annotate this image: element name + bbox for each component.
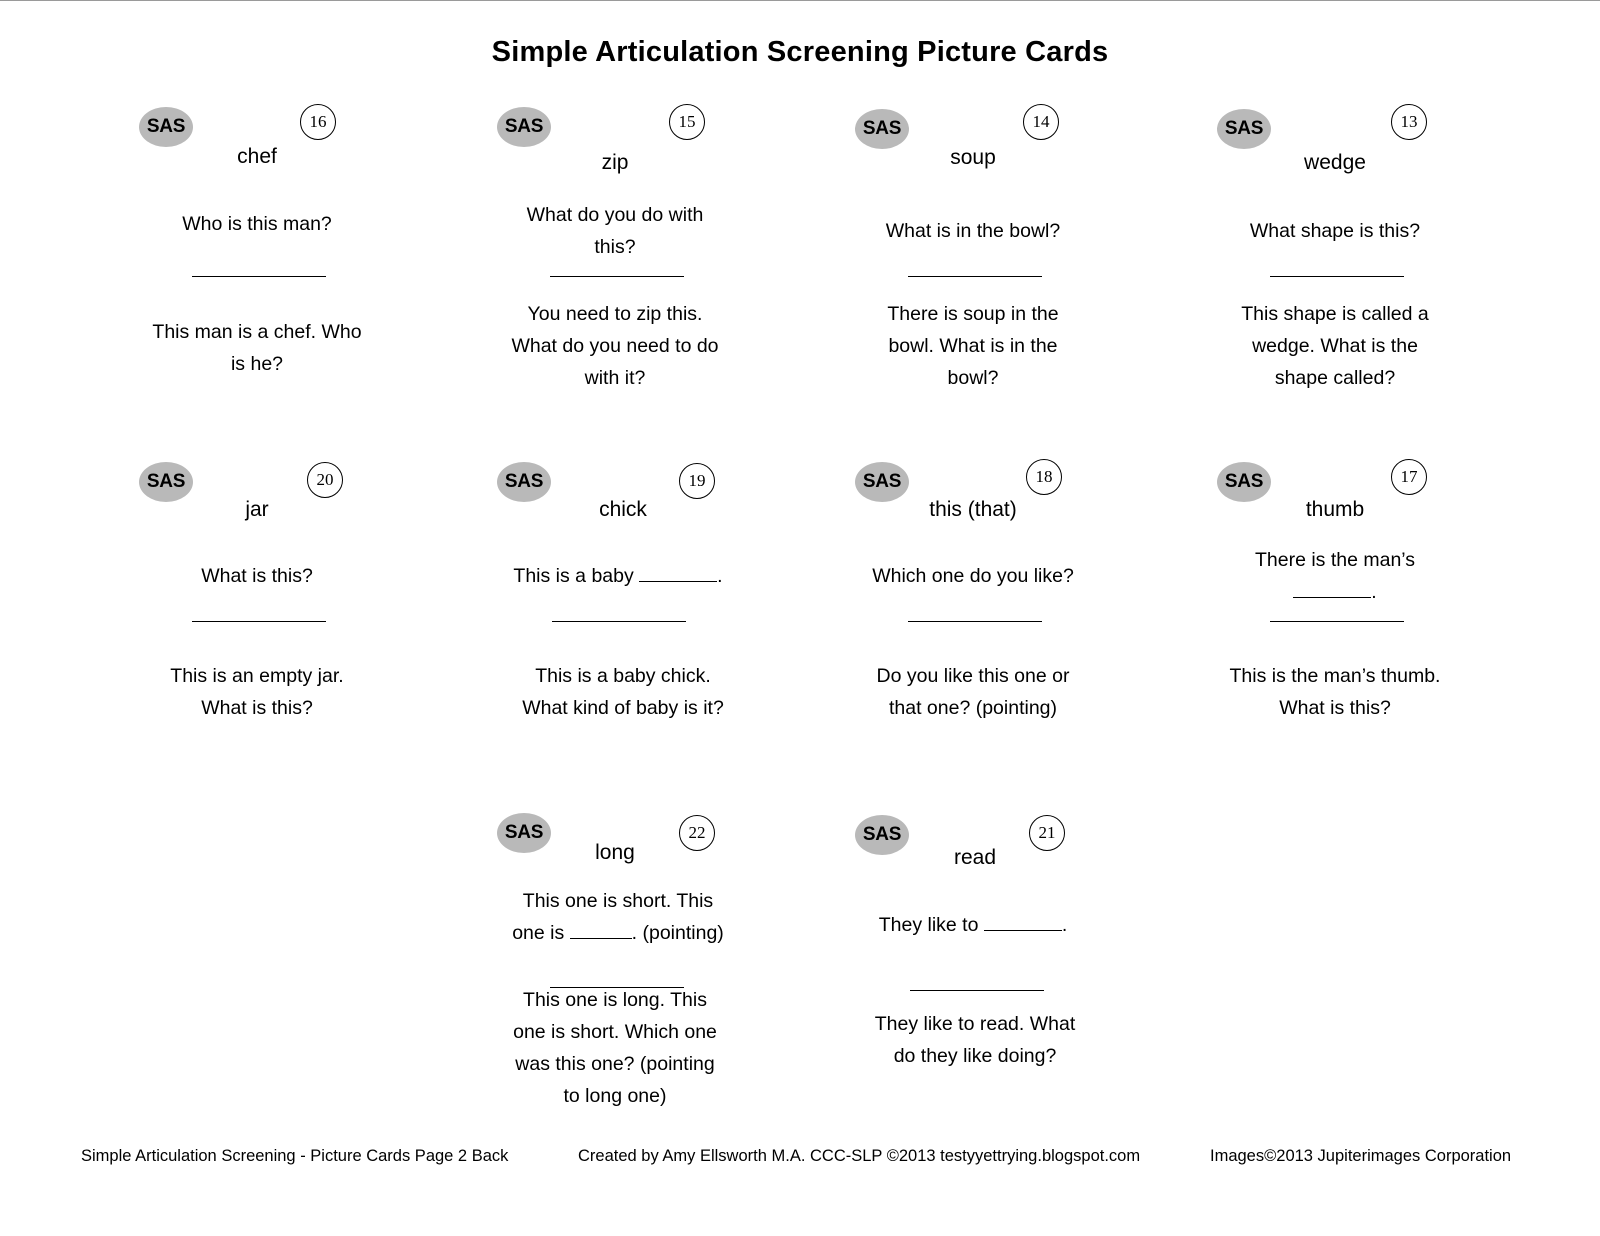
model-sentence	[490, 298, 740, 394]
prompt-text: They like to	[878, 914, 984, 936]
answer-line	[550, 276, 684, 277]
prompt-text: .	[1061, 914, 1068, 936]
card-number: 17	[1391, 459, 1427, 495]
model-line: shape called?	[1274, 367, 1396, 389]
card-number: 16	[300, 104, 336, 140]
sas-badge: SAS	[855, 462, 909, 502]
picture-card-chef	[132, 107, 432, 437]
sas-badge: SAS	[497, 462, 551, 502]
prompt-question	[493, 560, 743, 592]
model-line: wedge. What is the	[1252, 335, 1418, 357]
target-word: jar	[245, 498, 269, 521]
picture-card-chick	[490, 462, 790, 792]
model-line: What do you need to do	[511, 335, 719, 357]
prompt-question	[490, 199, 740, 263]
fill-in-blank	[639, 565, 717, 582]
model-line: This one is long. This	[523, 989, 707, 1011]
prompt-question	[848, 560, 1098, 592]
target-word: chick	[599, 498, 647, 521]
card-number: 19	[679, 463, 715, 499]
model-line: to long one)	[563, 1085, 667, 1107]
model-sentence	[132, 316, 382, 380]
picture-card-this-that	[848, 462, 1148, 792]
model-line: one is short. Which one	[513, 1021, 717, 1043]
picture-card-long	[490, 813, 790, 1143]
sas-badge: SAS	[139, 107, 193, 147]
model-line: that one? (pointing)	[888, 697, 1058, 719]
picture-card-zip	[490, 107, 790, 437]
prompt-text: . (pointing)	[631, 922, 724, 944]
model-sentence	[490, 984, 740, 1112]
target-word: soup	[950, 146, 996, 169]
prompt-line: What do you do with	[526, 204, 704, 226]
answer-line	[552, 621, 686, 622]
target-word: thumb	[1305, 498, 1365, 521]
footer-center: Created by Amy Ellsworth M.A. CCC-SLP ©2013 testyyettrying.blogspot.com	[578, 1147, 1141, 1165]
prompt-question	[848, 909, 1098, 941]
target-word: read	[953, 846, 997, 869]
prompt-text: .	[717, 565, 723, 587]
prompt-text: one is	[512, 922, 570, 944]
prompt-line: What is in the bowl?	[885, 220, 1061, 242]
fill-in-blank	[570, 922, 632, 939]
footer-right: Images©2013 Jupiterimages Corporation	[1210, 1147, 1512, 1165]
sas-badge: SAS	[855, 815, 909, 855]
model-line: do they like doing?	[893, 1045, 1057, 1067]
answer-line	[1270, 276, 1404, 277]
model-line: is he?	[230, 353, 284, 375]
target-word: zip	[601, 151, 629, 174]
model-line: You need to zip this.	[527, 303, 703, 325]
prompt-question	[132, 560, 382, 592]
model-line: What kind of baby is it?	[522, 697, 724, 719]
prompt-text: This is a baby	[513, 565, 640, 587]
target-word: long	[595, 841, 635, 864]
prompt-line: This one is short. This	[522, 890, 714, 912]
card-number: 21	[1029, 815, 1065, 851]
card-number: 13	[1391, 104, 1427, 140]
prompt-line: There is the man’s	[1254, 549, 1416, 571]
target-word: wedge	[1304, 151, 1366, 174]
prompt-line	[1210, 576, 1460, 608]
card-number: 15	[669, 104, 705, 140]
model-line: There is soup in the	[887, 303, 1059, 325]
prompt-question	[1210, 215, 1460, 247]
prompt-line	[493, 917, 743, 949]
model-line: with it?	[584, 367, 646, 389]
model-sentence	[1210, 660, 1460, 724]
card-number: 22	[679, 815, 715, 851]
sas-badge: SAS	[497, 813, 551, 853]
prompt-line	[493, 560, 743, 592]
model-sentence	[848, 660, 1098, 724]
sas-badge: SAS	[497, 107, 551, 147]
answer-line	[910, 990, 1044, 991]
prompt-line: this?	[594, 236, 636, 258]
model-line: bowl?	[947, 367, 999, 389]
model-sentence	[1210, 298, 1460, 394]
answer-line	[908, 621, 1042, 622]
model-sentence	[498, 660, 748, 724]
prompt-question	[493, 885, 743, 949]
model-sentence	[848, 298, 1098, 394]
prompt-line: Who is this man?	[182, 213, 332, 235]
model-line: This shape is called a	[1241, 303, 1429, 325]
prompt-question	[132, 208, 382, 240]
model-sentence	[850, 1008, 1100, 1072]
footer-left: Simple Articulation Screening - Picture Cards Page 2 Back	[81, 1147, 509, 1165]
model-line: bowl. What is in the	[888, 335, 1058, 357]
sas-badge: SAS	[139, 462, 193, 502]
card-number: 20	[307, 462, 343, 498]
picture-card-thumb	[1210, 462, 1510, 792]
answer-line	[192, 276, 326, 277]
model-line: They like to read. What	[874, 1013, 1076, 1035]
model-line: Do you like this one or	[876, 665, 1070, 687]
card-number: 14	[1023, 104, 1059, 140]
answer-line	[192, 621, 326, 622]
model-line: This man is a chef. Who	[152, 321, 362, 343]
model-line: This is a baby chick.	[535, 665, 711, 687]
target-word: chef	[237, 145, 277, 168]
prompt-question	[1210, 544, 1460, 608]
model-line: This is an empty jar.	[170, 665, 344, 687]
prompt-line: Which one do you like?	[872, 565, 1074, 587]
card-number: 18	[1026, 459, 1062, 495]
top-border	[0, 0, 1600, 1]
prompt-line: What is this?	[201, 565, 313, 587]
picture-card-wedge	[1210, 107, 1510, 437]
model-line: This is the man’s thumb.	[1229, 665, 1441, 687]
sas-badge: SAS	[1217, 109, 1271, 149]
model-line: What is this?	[201, 697, 313, 719]
fill-in-blank	[1293, 581, 1371, 598]
sas-badge: SAS	[855, 109, 909, 149]
prompt-question	[848, 215, 1098, 247]
target-word: this (that)	[929, 498, 1017, 521]
sas-badge: SAS	[1217, 462, 1271, 502]
model-sentence	[132, 660, 382, 724]
model-line: What is this?	[1279, 697, 1391, 719]
picture-card-soup	[848, 107, 1148, 437]
answer-line	[1270, 621, 1404, 622]
picture-card-jar	[132, 462, 432, 792]
prompt-text: .	[1371, 581, 1377, 603]
prompt-line: What shape is this?	[1249, 220, 1421, 242]
picture-card-read	[848, 813, 1148, 1143]
fill-in-blank	[984, 914, 1062, 931]
page-title: Simple Articulation Screening Picture Cards	[491, 36, 1109, 68]
answer-line	[908, 276, 1042, 277]
model-line: was this one? (pointing	[515, 1053, 715, 1075]
prompt-line	[848, 909, 1098, 941]
